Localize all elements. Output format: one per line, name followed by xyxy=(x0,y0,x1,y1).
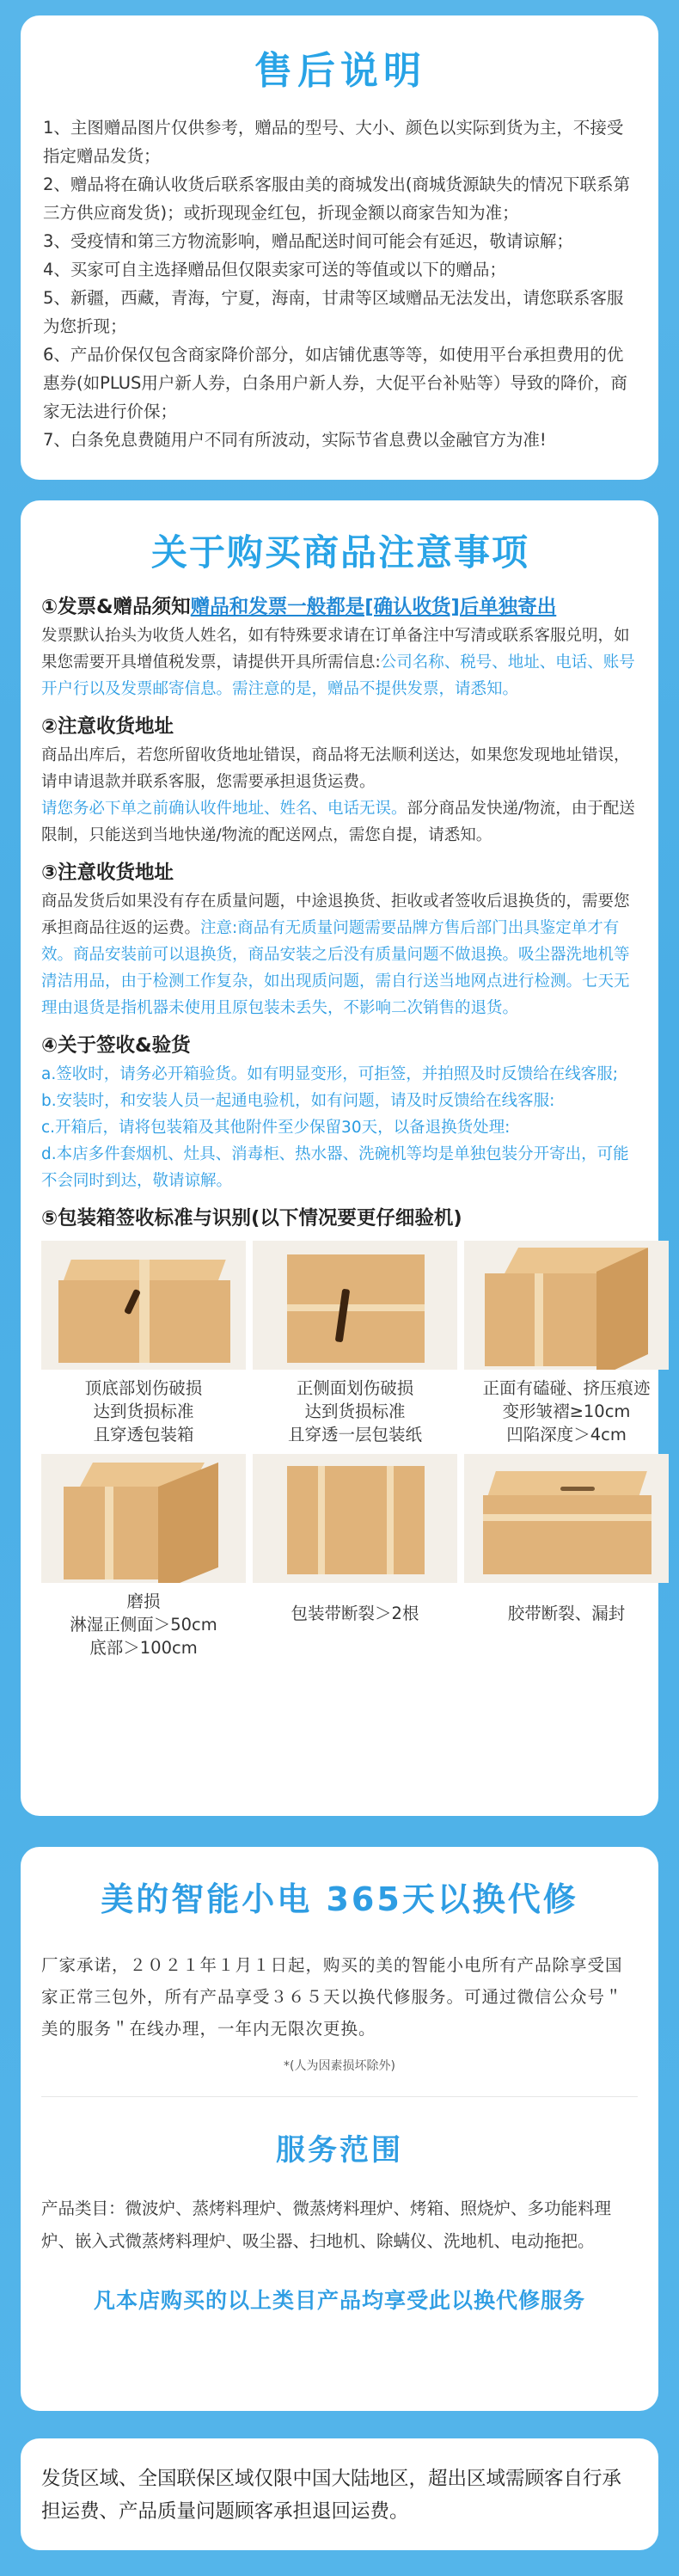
divider xyxy=(41,2096,638,2097)
package-damage-grid xyxy=(41,1241,669,1658)
returns-text xyxy=(41,888,639,1021)
shipping-card xyxy=(21,2438,658,2550)
after-sales-title: 售后说明 xyxy=(254,49,426,93)
address-heading: ②注意收货地址 xyxy=(41,715,174,738)
damaged-box-image xyxy=(253,1241,457,1370)
damage-card-strap xyxy=(253,1454,457,1625)
invoice-highlight: 赠品和发票一般都是[确认收货]后单独寄出 xyxy=(190,596,557,618)
list-item: 3、受疫情和第三方物流影响，赠品配送时间可能会有延迟，敬请谅解； xyxy=(43,231,573,251)
damage-caption: 磨损 淋湿正侧面＞50cm 底部＞100cm xyxy=(70,1592,217,1658)
address-body-highlight: 请您务必下单之前确认收件地址、姓名、电话无误。 xyxy=(41,800,407,818)
damage-caption: 顶底部划伤破损 达到货损标准 且穿透包装箱 xyxy=(84,1378,203,1444)
inspection-item-a: a.签收时，请务必开箱验货。如有明显变形，可拒签，并拍照及时反馈给在线客服; xyxy=(41,1065,618,1083)
damage-caption: 正面有磕碰、挤压痕迹 变形皱褶≥10cm 凹陷深度＞4cm xyxy=(482,1378,651,1444)
address-body-tail: 部分商品发快递/物流，由于配送限制，只能送到当地快递/物流的配送网点，需您自提，请悉知。 xyxy=(41,800,635,844)
package-standard-heading: ⑤包装箱签收标准与识别(以下情况要更仔细验机) xyxy=(41,1207,462,1230)
shipping-text: 发货区域、全国联保区域仅限中国大陆地区，超出区域需顾客自行承担运费、产品质量问题顾客承担退回运费。 xyxy=(41,2468,622,2523)
purchase-notes-card xyxy=(21,500,658,1816)
service-scope-title: 服务范围 xyxy=(276,2133,403,2168)
returns-body-highlight: 注意:商品有无质量问题需要品牌方售后部门出具鉴定单才有效。商品安装前可以退换货，商品安装之后没有质量问题不做退换。吸尘器洗地机等清洁用品，由于检测工作复杂，如出现质问题，需自行送当地网点进行检测。七天无理由退货是指机器未使用且原包装未丢失，不影响二次销售的退货。 xyxy=(41,919,630,1017)
inspection-item-b: b.安装时，和安装人员一起通电验机，如有问题，请及时反馈给在线客服: xyxy=(41,1092,555,1110)
damage-card-top-bottom xyxy=(41,1241,246,1446)
invoice-text xyxy=(41,623,639,702)
inspection-item-d: d.本店多件套烟机、灶具、消毒柜、热水器、洗碗机等均是单独包装分开寄出，可能不会同时到达，敬请谅解。 xyxy=(41,1145,629,1190)
returns-body: 商品发货后如果没有存在质量问题，中途退换货、拒收或者签收后退换货的，需要您承担商品往返的运费。 xyxy=(41,892,630,937)
list-item: 1、主图赠品图片仅供参考，赠品的型号、大小、颜色以实际到货为主，不接受指定赠品发货； xyxy=(43,118,624,166)
damaged-box-image xyxy=(464,1454,669,1583)
damage-card-side xyxy=(253,1241,457,1446)
damaged-box-image xyxy=(41,1454,246,1583)
invoice-gift-heading xyxy=(41,592,639,623)
after-sales-list xyxy=(43,113,638,454)
replace-service-card xyxy=(21,1847,658,2411)
damage-caption: 正侧面划伤破损 达到货损标准 且穿透一层包装纸 xyxy=(287,1378,422,1444)
replace-promise-text: 厂家承诺，２０２１年１月１日起，购买的美的智能小电所有产品除享受国家正常三包外，所有产品享受３６５天以换代修服务。可通过微信公众号＂美的服务＂在线办理，一年内无限次更换。 xyxy=(41,1955,623,2039)
list-item: 7、白条免息费随用户不同有所波动，实际节省息费以金融官方为准! xyxy=(43,430,547,450)
replace-service-title: 美的智能小电 365天以换代修 xyxy=(101,1880,578,1918)
list-item: 6、产品价保仅包含商家降价部分，如店铺优惠等等，如使用平台承担费用的优惠券(如PLUS用户新人券，白条用户新人券，大促平台补贴等）导致的降价，商家无法进行价保； xyxy=(43,345,627,421)
list-item: 5、新疆，西藏，青海，宁夏，海南，甘肃等区域赠品无法发出，请您联系客服为您折现； xyxy=(43,288,624,336)
service-categories: 产品类目：微波炉、蒸烤料理炉、微蒸烤料理炉、烤箱、照烧炉、多功能料理炉、嵌入式微蒸烤料理炉、吸尘器、扫地机、除螨仪、洗地机、电动拖把。 xyxy=(41,2199,612,2251)
damage-card-dent xyxy=(464,1241,669,1446)
damaged-box-image xyxy=(41,1241,246,1370)
damage-card-tape xyxy=(464,1454,669,1625)
invoice-body: 发票默认抬头为收货人姓名，如有特殊要求请在订单备注中写清或联系客服兑明，如果您需要开具增值税发票，请提供开具所需信息: xyxy=(41,627,630,672)
returns-heading: ③注意收货地址 xyxy=(41,862,174,884)
damaged-box-image xyxy=(464,1241,669,1370)
list-item: 4、买家可自主选择赠品但仅限卖家可送的等值或以下的赠品； xyxy=(43,260,506,279)
address-body: 商品出库后，若您所留收货地址错误，商品将无法顺利送达，如果您发现地址错误，请申请退款并联系客服，您需要承担退货运费。 xyxy=(41,746,630,791)
inspection-heading: ④关于签收&验货 xyxy=(41,1034,191,1057)
service-footer: 凡本店购买的以上类目产品均享受此以换代修服务 xyxy=(93,2288,585,2313)
address-text xyxy=(41,742,639,849)
list-item: 2、赠品将在确认收货后联系客服由美的商城发出(商城货源缺失的情况下联系第三方供应商发货)；或折现现金红包，折现金额以商家告知为准； xyxy=(43,175,631,223)
section-number-label: ①发票&赠品须知 xyxy=(41,596,191,618)
damage-card-wet xyxy=(41,1454,246,1659)
purchase-notes-title: 关于购买商品注意事项 xyxy=(150,531,529,573)
damaged-box-image xyxy=(253,1454,457,1583)
replace-note: *(人为因素损坏除外) xyxy=(284,2059,395,2073)
after-sales-card xyxy=(21,15,658,480)
damage-caption: 包装带断裂＞2根 xyxy=(291,1604,419,1623)
damage-caption: 胶带断裂、漏封 xyxy=(507,1604,626,1623)
invoice-body-highlight: 公司名称、税号、地址、电话、账号开户行以及发票邮寄信息。需注意的是，赠品不提供发票，请悉知。 xyxy=(41,653,635,698)
inspection-item-c: c.开箱后，请将包装箱及其他附件至少保留30天，以备退换货处理: xyxy=(41,1119,511,1137)
